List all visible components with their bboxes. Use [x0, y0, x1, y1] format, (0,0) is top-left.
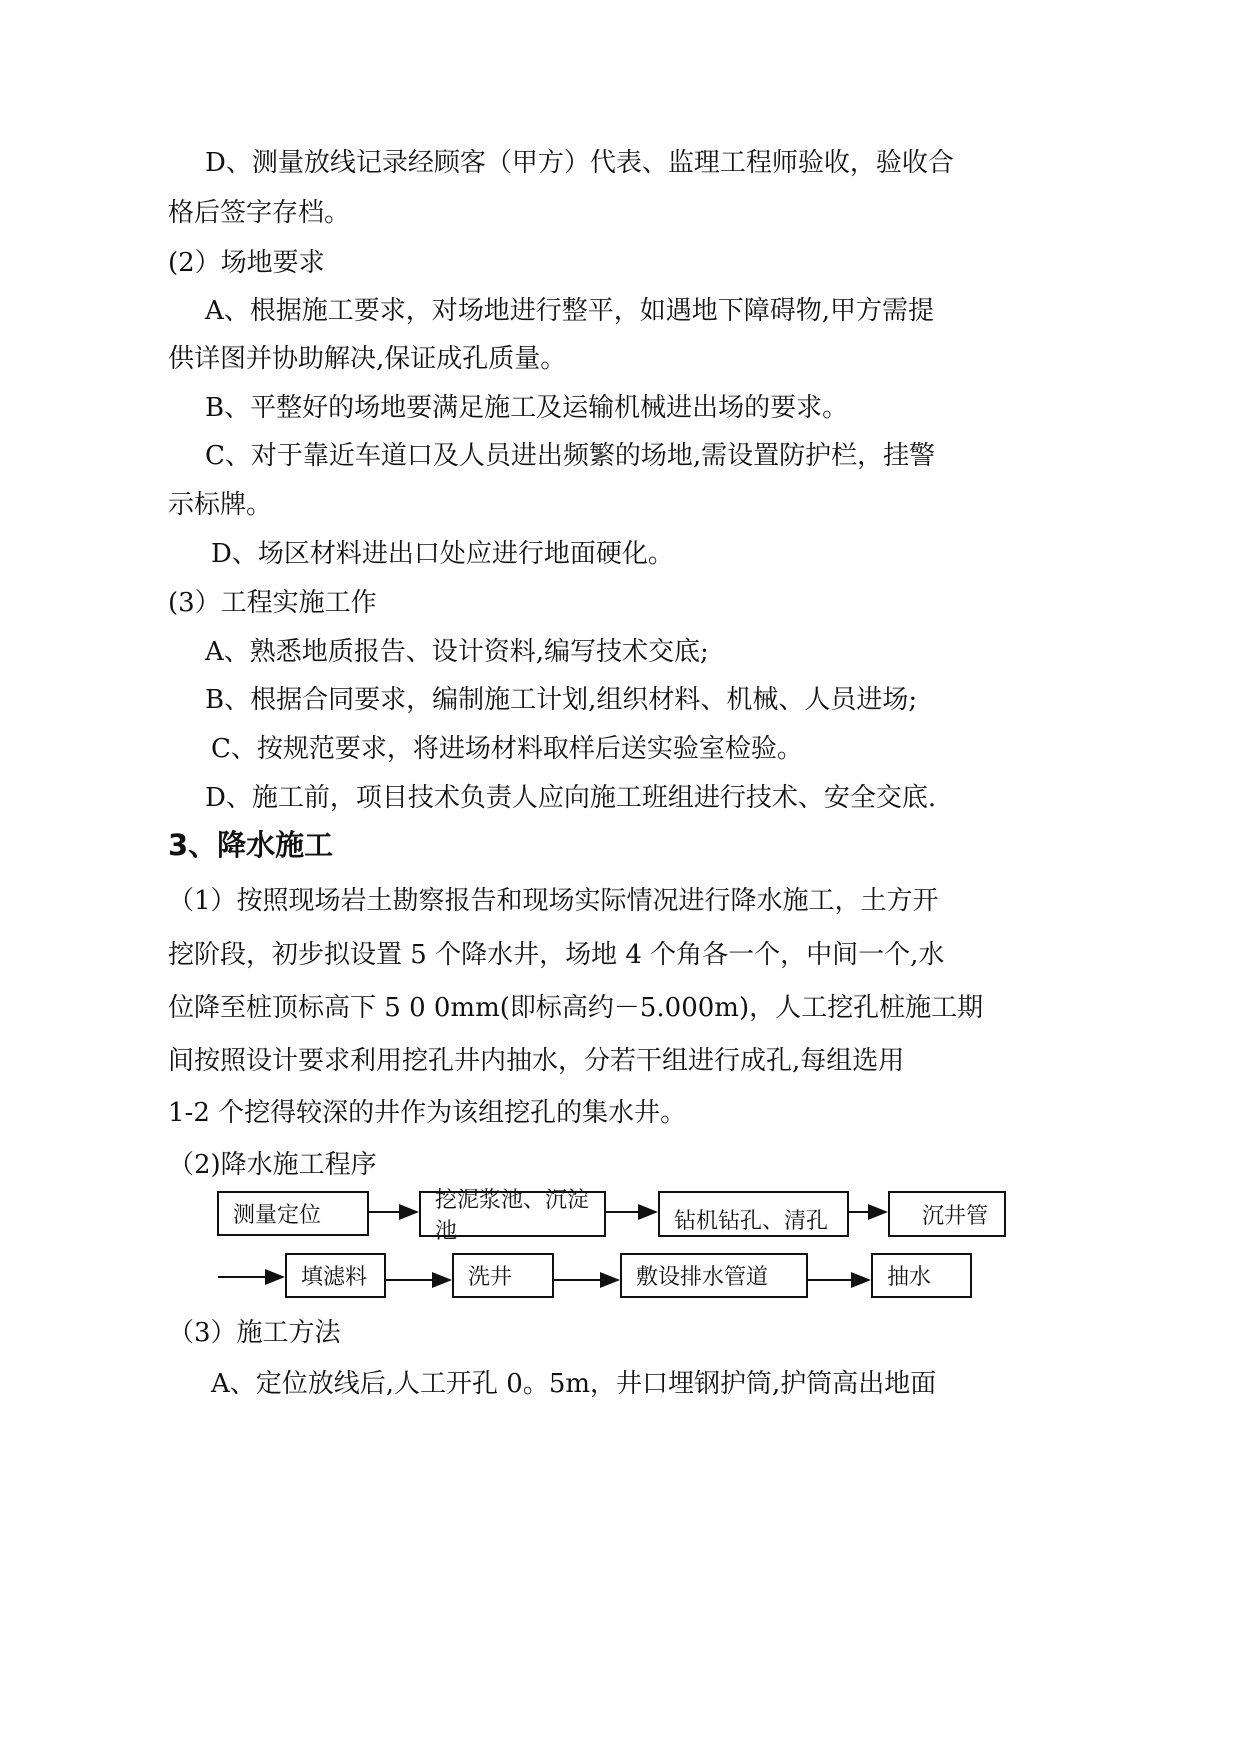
paragraph-line: 格后签字存档。	[168, 198, 351, 228]
paragraph-line: D、施工前，项目技术负责人应向施工班组进行技术、安全交底.	[205, 783, 937, 813]
paragraph-line: 供详图并协助解决,保证成孔质量。	[168, 344, 567, 374]
paragraph-line: （1）按照现场岩土勘察报告和现场实际情况进行降水施工，土方开	[168, 886, 939, 916]
section-subheading: (3）工程实施工作	[168, 588, 377, 618]
section-subheading: （2)降水施工程序	[168, 1150, 377, 1180]
paragraph-line: 间按照设计要求利用挖孔井内抽水，分若干组进行成孔,每组选用	[168, 1046, 905, 1076]
flow-step-dig-mud-pit: 挖泥浆池、沉淀池	[419, 1191, 606, 1237]
flow-step-wash-well: 洗井	[452, 1253, 554, 1298]
flow-step-lay-drain-pipe: 敷设排水管道	[620, 1253, 808, 1298]
flow-step-pump-water: 抽水	[871, 1253, 972, 1298]
section-subheading: (2）场地要求	[168, 248, 325, 278]
flow-step-drilling: 钻机钻孔、清孔	[658, 1191, 849, 1237]
paragraph-line: A、根据施工要求，对场地进行整平，如遇地下障碍物,甲方需提	[205, 296, 935, 326]
flow-step-sink-pipe: 沉井管	[888, 1191, 1006, 1237]
paragraph-line: D、场区材料进出口处应进行地面硬化。	[211, 539, 674, 569]
paragraph-line: 1-2 个挖得较深的井作为该组挖孔的集水井。	[168, 1098, 687, 1128]
section-subheading: （3）施工方法	[168, 1318, 341, 1348]
paragraph-line: 挖阶段，初步拟设置 5 个降水井，场地 4 个角各一个，中间一个,水	[168, 940, 945, 970]
paragraph-line: A、熟悉地质报告、设计资料,编写技术交底;	[205, 637, 709, 667]
flow-step-survey-positioning: 测量定位	[217, 1191, 369, 1236]
paragraph-line: B、平整好的场地要满足施工及运输机械进出场的要求。	[205, 393, 849, 423]
paragraph-line: D、测量放线记录经顾客（甲方）代表、监理工程师验收，验收合	[205, 148, 954, 178]
paragraph-line: C、对于靠近车道口及人员进出频繁的场地,需设置防护栏，挂警	[205, 441, 936, 471]
flow-step-fill-filter: 填滤料	[285, 1253, 386, 1298]
paragraph-line: 位降至桩顶标高下 5 0 0mm(即标高约－5.000m)，人工挖孔桩施工期	[168, 993, 984, 1023]
section-heading: 3、降水施工	[168, 828, 334, 862]
paragraph-line: 示标牌。	[168, 490, 273, 520]
paragraph-line: C、按规范要求，将进场材料取样后送实验室检验。	[211, 734, 803, 764]
paragraph-line: B、根据合同要求，编制施工计划,组织材料、机械、人员进场;	[205, 685, 918, 715]
paragraph-line: A、定位放线后,人工开孔 0。5m，井口埋钢护筒,护筒高出地面	[211, 1369, 937, 1399]
